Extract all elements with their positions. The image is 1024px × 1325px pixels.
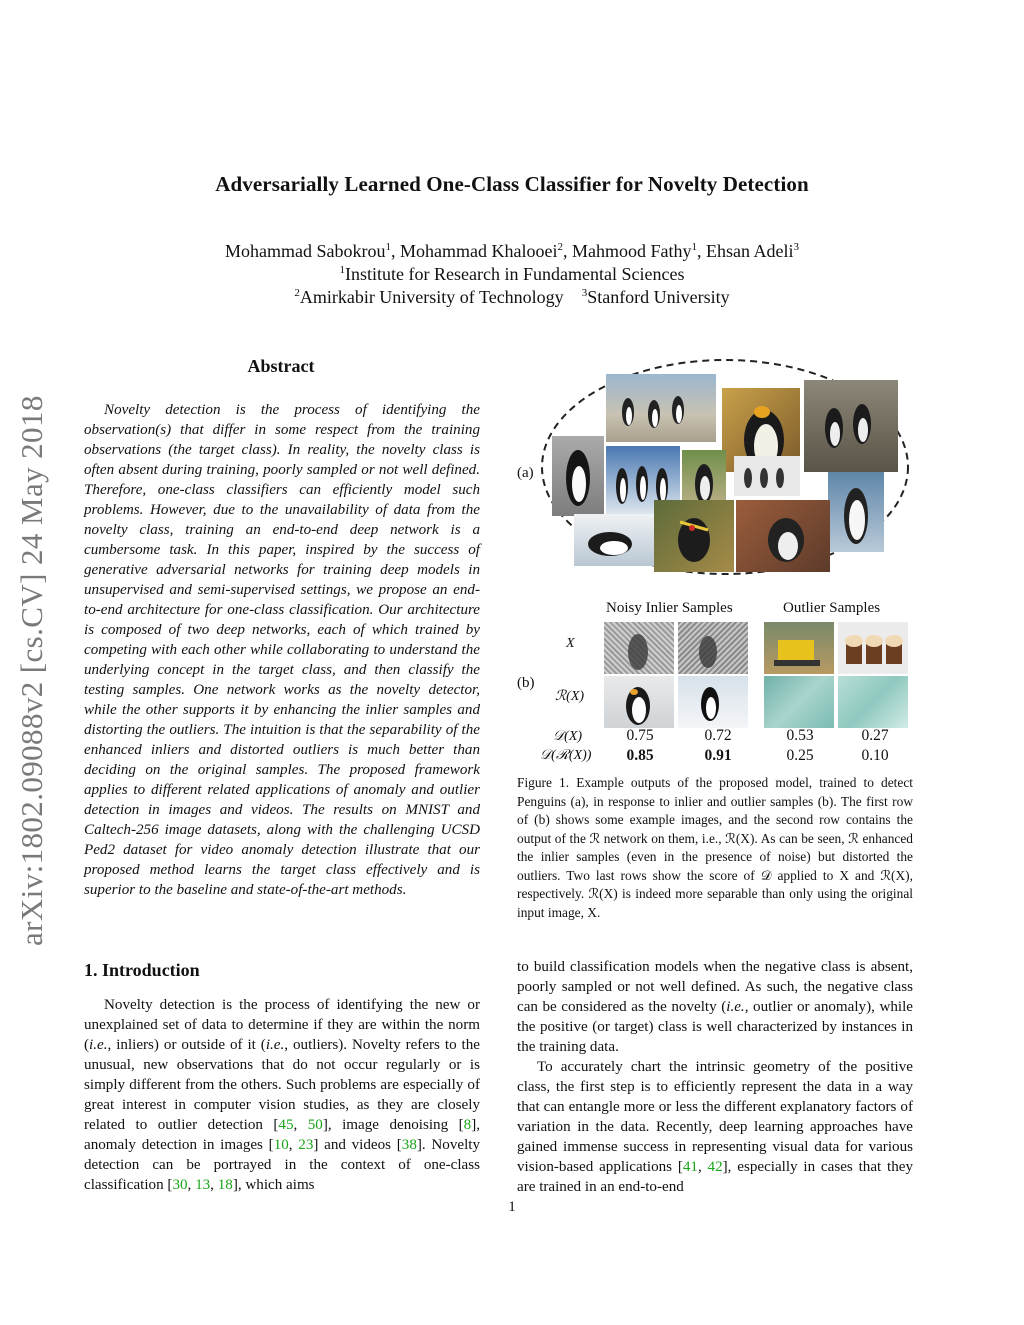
affiliation-text: Institute for Research in Fundamental Sciences [345, 264, 685, 284]
score-dx-4: 0.27 [861, 727, 889, 744]
text-run: , inliers) or outside of it ( [107, 1037, 266, 1053]
distorted-outlier-output-1 [764, 676, 834, 728]
noisy-inlier-input-2 [678, 622, 748, 674]
citation-link[interactable]: 13 [195, 1177, 211, 1193]
score-dx-3: 0.53 [786, 727, 814, 744]
header-noisy-inlier: Noisy Inlier Samples [606, 600, 733, 616]
text-run: Novelty detection is the process of identifying the new or unexplained set of data to determine if they are within the norm ( [84, 997, 480, 1053]
intro-paragraph-right-1 [517, 957, 913, 1057]
text-run: , outliers). Novelty refers to the unusual, new observations that do not occur regularly or is simply different from the others. Such problems are especially of great interest in computer vision studies, as they are closely related to outlier detection [ [84, 1037, 480, 1133]
author-affiliation-mark: 2 [557, 241, 563, 253]
intro-paragraph-left: Novelty detection is the process of identifying the new or unexplained set of data to determine if they are within the norm (i.e., inliers) or outside of it (i.e., outliers). Novelty refers to the unusual, new observations that do not occur regularly or is simply different from the others. Such problems are especially of great interest in computer vision studies, as they are closely related to outlier detection [45, 50], image denoising [8], anomaly detection in images [10, 23] and videos [38]. Novelty detection can be portrayed in the context of one-class classification [30, 13, 18], which aims [84, 997, 481, 1193]
citation-link[interactable]: 10 [273, 1137, 289, 1153]
penguin-photo [654, 500, 734, 572]
citation-link[interactable]: 30 [172, 1177, 188, 1193]
score-drx-1: 0.85 [626, 747, 654, 764]
penguin-photo [736, 500, 830, 572]
paper-title: Adversarially Learned One-Class Classifier for Novelty Detection [215, 172, 809, 196]
row-label-dx: 𝒟(X) [553, 729, 583, 744]
author-name: Ehsan Adeli [705, 241, 794, 261]
citation-link[interactable]: 18 [217, 1177, 233, 1193]
figure-label-a: (a) [517, 465, 534, 481]
figure-label-b: (b) [517, 675, 535, 691]
author-affiliation-mark: 1 [385, 241, 391, 253]
text-run: to build classification models when the negative class is absent, poorly sampled or not well defined. As such, the negative class can be considered as the novelty ( [517, 959, 913, 1015]
text-run: To accurately chart the intrinsic geometry of the positive class, the first step is to efficiently represent the data in a way that can entangle more or less the different explanatory factors of variation in the data. Recently, deep learning approaches have gained immense success in representing visual data for various vision-based applications [ [517, 1059, 913, 1175]
score-dx-1: 0.75 [626, 727, 654, 744]
author-name: Mohammad Khalooei [400, 241, 558, 261]
affiliation-text: Amirkabir University of Technology [299, 287, 564, 307]
text-run: ], anomaly detection in images [ [84, 1117, 480, 1153]
score-drx-2: 0.91 [704, 747, 732, 764]
outlier-input-2 [838, 622, 908, 674]
section-heading-introduction: 1. Introduction [84, 960, 200, 980]
text-run: ], especially in cases that they are trained in an end-to-end [517, 1159, 914, 1195]
citation-link[interactable]: 41 [682, 1159, 698, 1175]
affiliation-mark: 3 [581, 287, 588, 299]
text-run: ], image denoising [ [322, 1117, 464, 1133]
text-run: i.e. [89, 1037, 108, 1053]
author-name: Mahmood Fathy [571, 241, 692, 261]
penguin-photo [804, 380, 898, 472]
noisy-inlier-input-1 [604, 622, 674, 674]
penguin-photo [552, 436, 604, 516]
text-run: ], which aims [232, 1177, 315, 1193]
outlier-input-1 [764, 622, 834, 674]
enhanced-inlier-output-2 [678, 676, 748, 728]
affiliation-1 [0, 263, 1024, 286]
penguin-photo [734, 456, 800, 496]
intro-paragraphs-right [517, 957, 913, 1197]
distorted-outlier-output-2 [838, 676, 908, 728]
citation-link[interactable]: 42 [707, 1159, 723, 1175]
penguin-photo [606, 374, 716, 442]
author-affiliation-mark: 1 [691, 241, 697, 253]
author-name: Mohammad Sabokrou [225, 241, 386, 261]
citation-link[interactable]: 8 [463, 1117, 472, 1133]
citation-link[interactable]: 23 [298, 1137, 314, 1153]
header-outlier: Outlier Samples [783, 600, 881, 616]
author-affiliation-mark: 3 [793, 241, 799, 253]
affiliation-2-3 [0, 286, 1024, 309]
figure-caption: Figure 1. Example outputs of the proposed model, trained to detect Penguins (a), in response to inlier and outlier samples (b). The first row of (b) shows some example images, and the second row contains the output of the ℛ network on them, i.e., ℛ(X). As can be seen, ℛ enhanced the inlier samples (even in the presence of noise) but distorted the outliers. Two last rows show the score of 𝒟 applied to X and ℛ(X), respectively. ℛ(X) is indeed more separable than only using the original input image, X. [517, 775, 913, 920]
score-drx-3: 0.25 [786, 747, 814, 764]
penguin-photo [574, 514, 654, 566]
arxiv-stamp: arXiv:1802.09088v2 [cs.CV] 24 May 2018 [14, 395, 49, 946]
text-run: ] and videos [ [313, 1137, 402, 1153]
citation-link[interactable]: 45 [278, 1117, 294, 1133]
text-run: , outlier or anomaly), while the positive (or target) class is well characterized by instances in the training data. [517, 999, 913, 1055]
score-drx-4: 0.10 [861, 747, 889, 764]
affiliation-mark: 2 [294, 287, 300, 299]
affiliation-text: Stanford University [587, 287, 730, 307]
penguin-photo [828, 472, 884, 552]
citation-link[interactable]: 38 [401, 1137, 417, 1153]
text-run: i.e. [726, 999, 745, 1015]
row-label-rx: ℛ(X) [555, 689, 585, 704]
row-label-drx: 𝒟(ℛ(X)) [540, 748, 592, 763]
intro-paragraph-right-2: To accurately chart the intrinsic geometry of the positive class, the first step is to efficiently represent the data in a way that can entangle more or less the different explanatory factors of variation in the data. Recently, deep learning approaches have gained immense success in representing visual data for various vision-based applications [41, 42], especially in cases that they are trained in an end-to-end [517, 1059, 914, 1195]
citation-link[interactable]: 50 [307, 1117, 323, 1133]
author-block [0, 240, 1024, 309]
row-label-x: X [566, 636, 575, 651]
enhanced-inlier-output-1 [604, 676, 674, 728]
abstract-heading: Abstract [247, 356, 315, 376]
page-number: 1 [508, 1199, 516, 1215]
score-dx-2: 0.72 [704, 727, 732, 744]
affiliation-mark: 1 [339, 264, 346, 276]
text-run: ]. Novelty detection can be portrayed in the context of one-class classification [ [84, 1137, 481, 1193]
abstract-body: Novelty detection is the process of identifying the observation(s) that differ in some respect from the training observations (the target class). In reality, the novelty class is often absent during training, poorly sampled or not well defined. Therefore, one-class classifiers can efficiently model such problems. However, due to the unavailability of data from the novelty class, training an end-to-end deep network is a cumbersome task. In this paper, inspired by the success of generative adversarial networks for training deep models in unsupervised and semi-supervised settings, we propose an end-to-end architecture for one-class classification. Our architecture is composed of two deep networks, each of which trained by competing with each other while collaborating to understand the underlying concept in the target class, and then classify the testing samples. One network works as the novelty detector, while the other supports it by enhancing the inlier samples and distorting the outliers. The intuition is that the separability of the enhanced inliers and distorted outliers is much better than deciding on the original samples. The proposed framework applies to different related applications of anomaly and outlier detection in images and videos. The results on MNIST and Caltech-256 image datasets, along with the challenging UCSD Ped2 dataset for video anomaly detection illustrate that our proposed method learns the target class effectively and is superior to the baseline and state-of-the-art methods. [84, 402, 480, 898]
text-run: i.e. [265, 1037, 285, 1053]
author-list: Mohammad Sabokrou$^1$, Mohammad Khalooei$^2$, Mahmood Fathy$^1$, Ehsan Adeli$^3$ [225, 241, 799, 261]
